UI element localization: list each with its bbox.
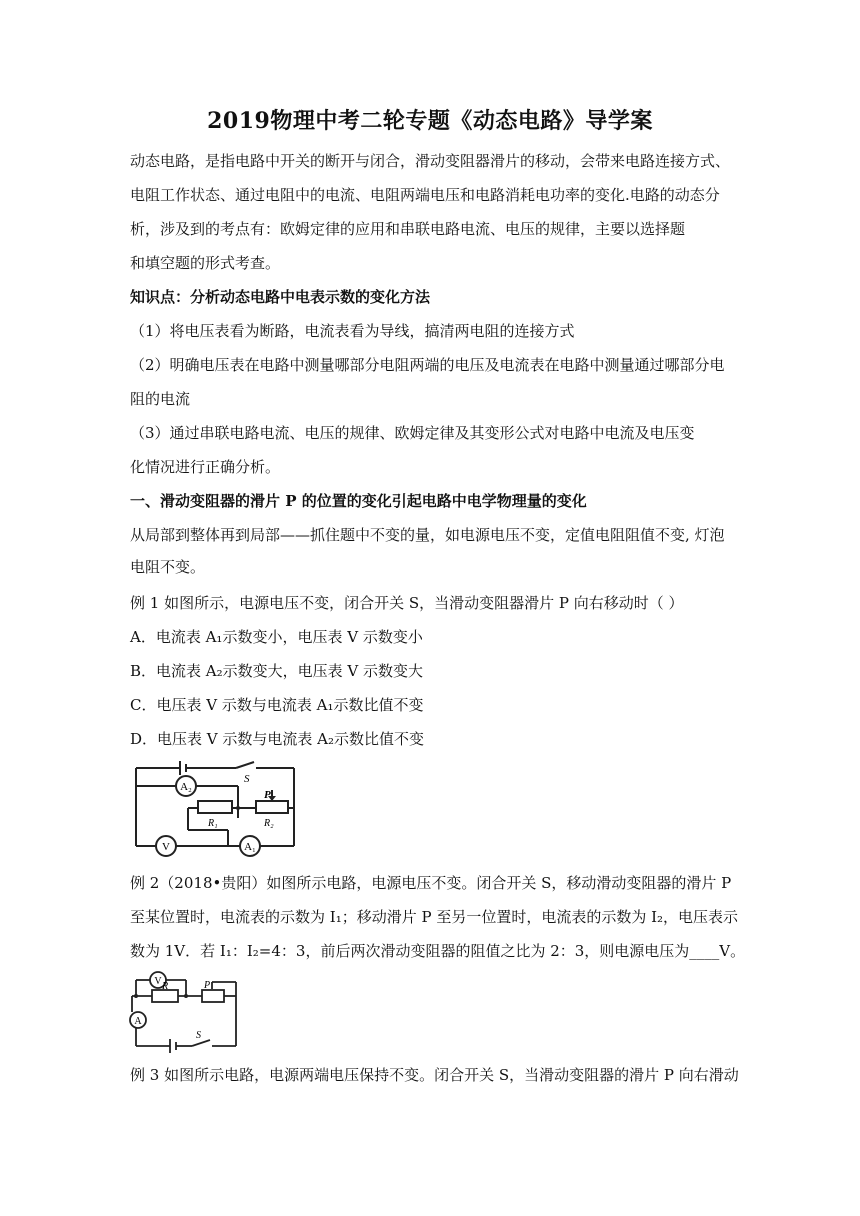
section1-text: 电阻不变。 [130, 558, 206, 576]
example2-line: 至某位置时，电流表的示数为 I₁；移动滑片 P 至另一位置时，电流表的示数为 I₂，电压表示 [130, 908, 739, 926]
example1-question: 例 1 如图所示，电源电压不变，闭合开关 S，当滑动变阻器滑片 P 向右移动时（ ） [130, 594, 684, 612]
example2-line: 数为 1V．若 I₁：I₂=4：3，前后两次滑动变阻器的阻值之比为 2：3，则电源电压为____V。 [130, 942, 746, 960]
example2-line: 例 2（2018•贵阳）如图所示电路，电源电压不变。闭合开关 S，移动滑动变阻器的滑片 P [130, 874, 732, 892]
example2-circuit-diagram [126, 968, 244, 1054]
v-label: V [154, 976, 162, 987]
intro-line: 动态电路，是指电路中开关的断开与闭合，滑动变阻器滑片的移动，会带来电路连接方式、 [130, 152, 731, 170]
intro-line: 电阻工作状态、通过电阻中的电流、电阻两端电压和电路消耗电功率的变化.电路的动态分 [130, 186, 720, 204]
a-label: A [134, 1016, 142, 1027]
section1-heading: 一、滑动变阻器的滑片 P 的位置的变化引起电路中电学物理量的变化 [130, 492, 587, 510]
s-label: S [196, 1030, 201, 1041]
example1-option-a: A．电流表 A₁示数变小，电压表 V 示数变小 [130, 628, 423, 646]
example1-circuit-diagram [128, 758, 300, 858]
knowledge-heading: 知识点：分析动态电路中电表示数的变化方法 [130, 288, 431, 306]
step-line: 阻的电流 [130, 390, 191, 408]
example3-line: 例 3 如图所示电路，电源两端电压保持不变。闭合开关 S，当滑动变阻器的滑片 P 向右滑动 [130, 1066, 739, 1084]
step-line: （1）将电压表看为断路，电流表看为导线，搞清两电阻的连接方式 [130, 322, 575, 340]
intro-line: 和填空题的形式考查。 [130, 254, 281, 272]
example1-option-d: D．电压表 V 示数与电流表 A₂示数比值不变 [130, 730, 425, 748]
switch-label: S [244, 773, 250, 785]
page-title: 2019物理中考二轮专题《动态电路》导学案 [207, 108, 653, 134]
v-label: V [162, 841, 170, 853]
a1-label: A₁ [244, 841, 256, 853]
r-label: R [162, 981, 169, 992]
section1-text: 从局部到整体再到局部——抓住题中不变的量，如电源电压不变，定值电阻阻值不变, 灯泡 [130, 526, 725, 544]
step-line: （2）明确电压表在电路中测量哪部分电阻两端的电压及电流表在电路中测量通过哪部分电 [130, 356, 725, 374]
r2-label: R₂ [264, 818, 274, 829]
r1-label: R₁ [208, 818, 218, 829]
example1-option-b: B．电流表 A₂示数变大，电压表 V 示数变大 [130, 662, 424, 680]
p-label: P [204, 980, 211, 991]
step-line: （3）通过串联电路电流、电压的规律、欧姆定律及其变形公式对电路中电流及电压变 [130, 424, 695, 442]
step-line: 化情况进行正确分析。 [130, 458, 281, 476]
p-label: P [264, 789, 271, 801]
intro-line: 析，涉及到的考点有：欧姆定律的应用和串联电路电流、电压的规律，主要以选择题 [130, 220, 686, 238]
example1-option-c: C．电压表 V 示数与电流表 A₁示数比值不变 [130, 696, 424, 714]
a2-label: A₂ [180, 781, 192, 793]
